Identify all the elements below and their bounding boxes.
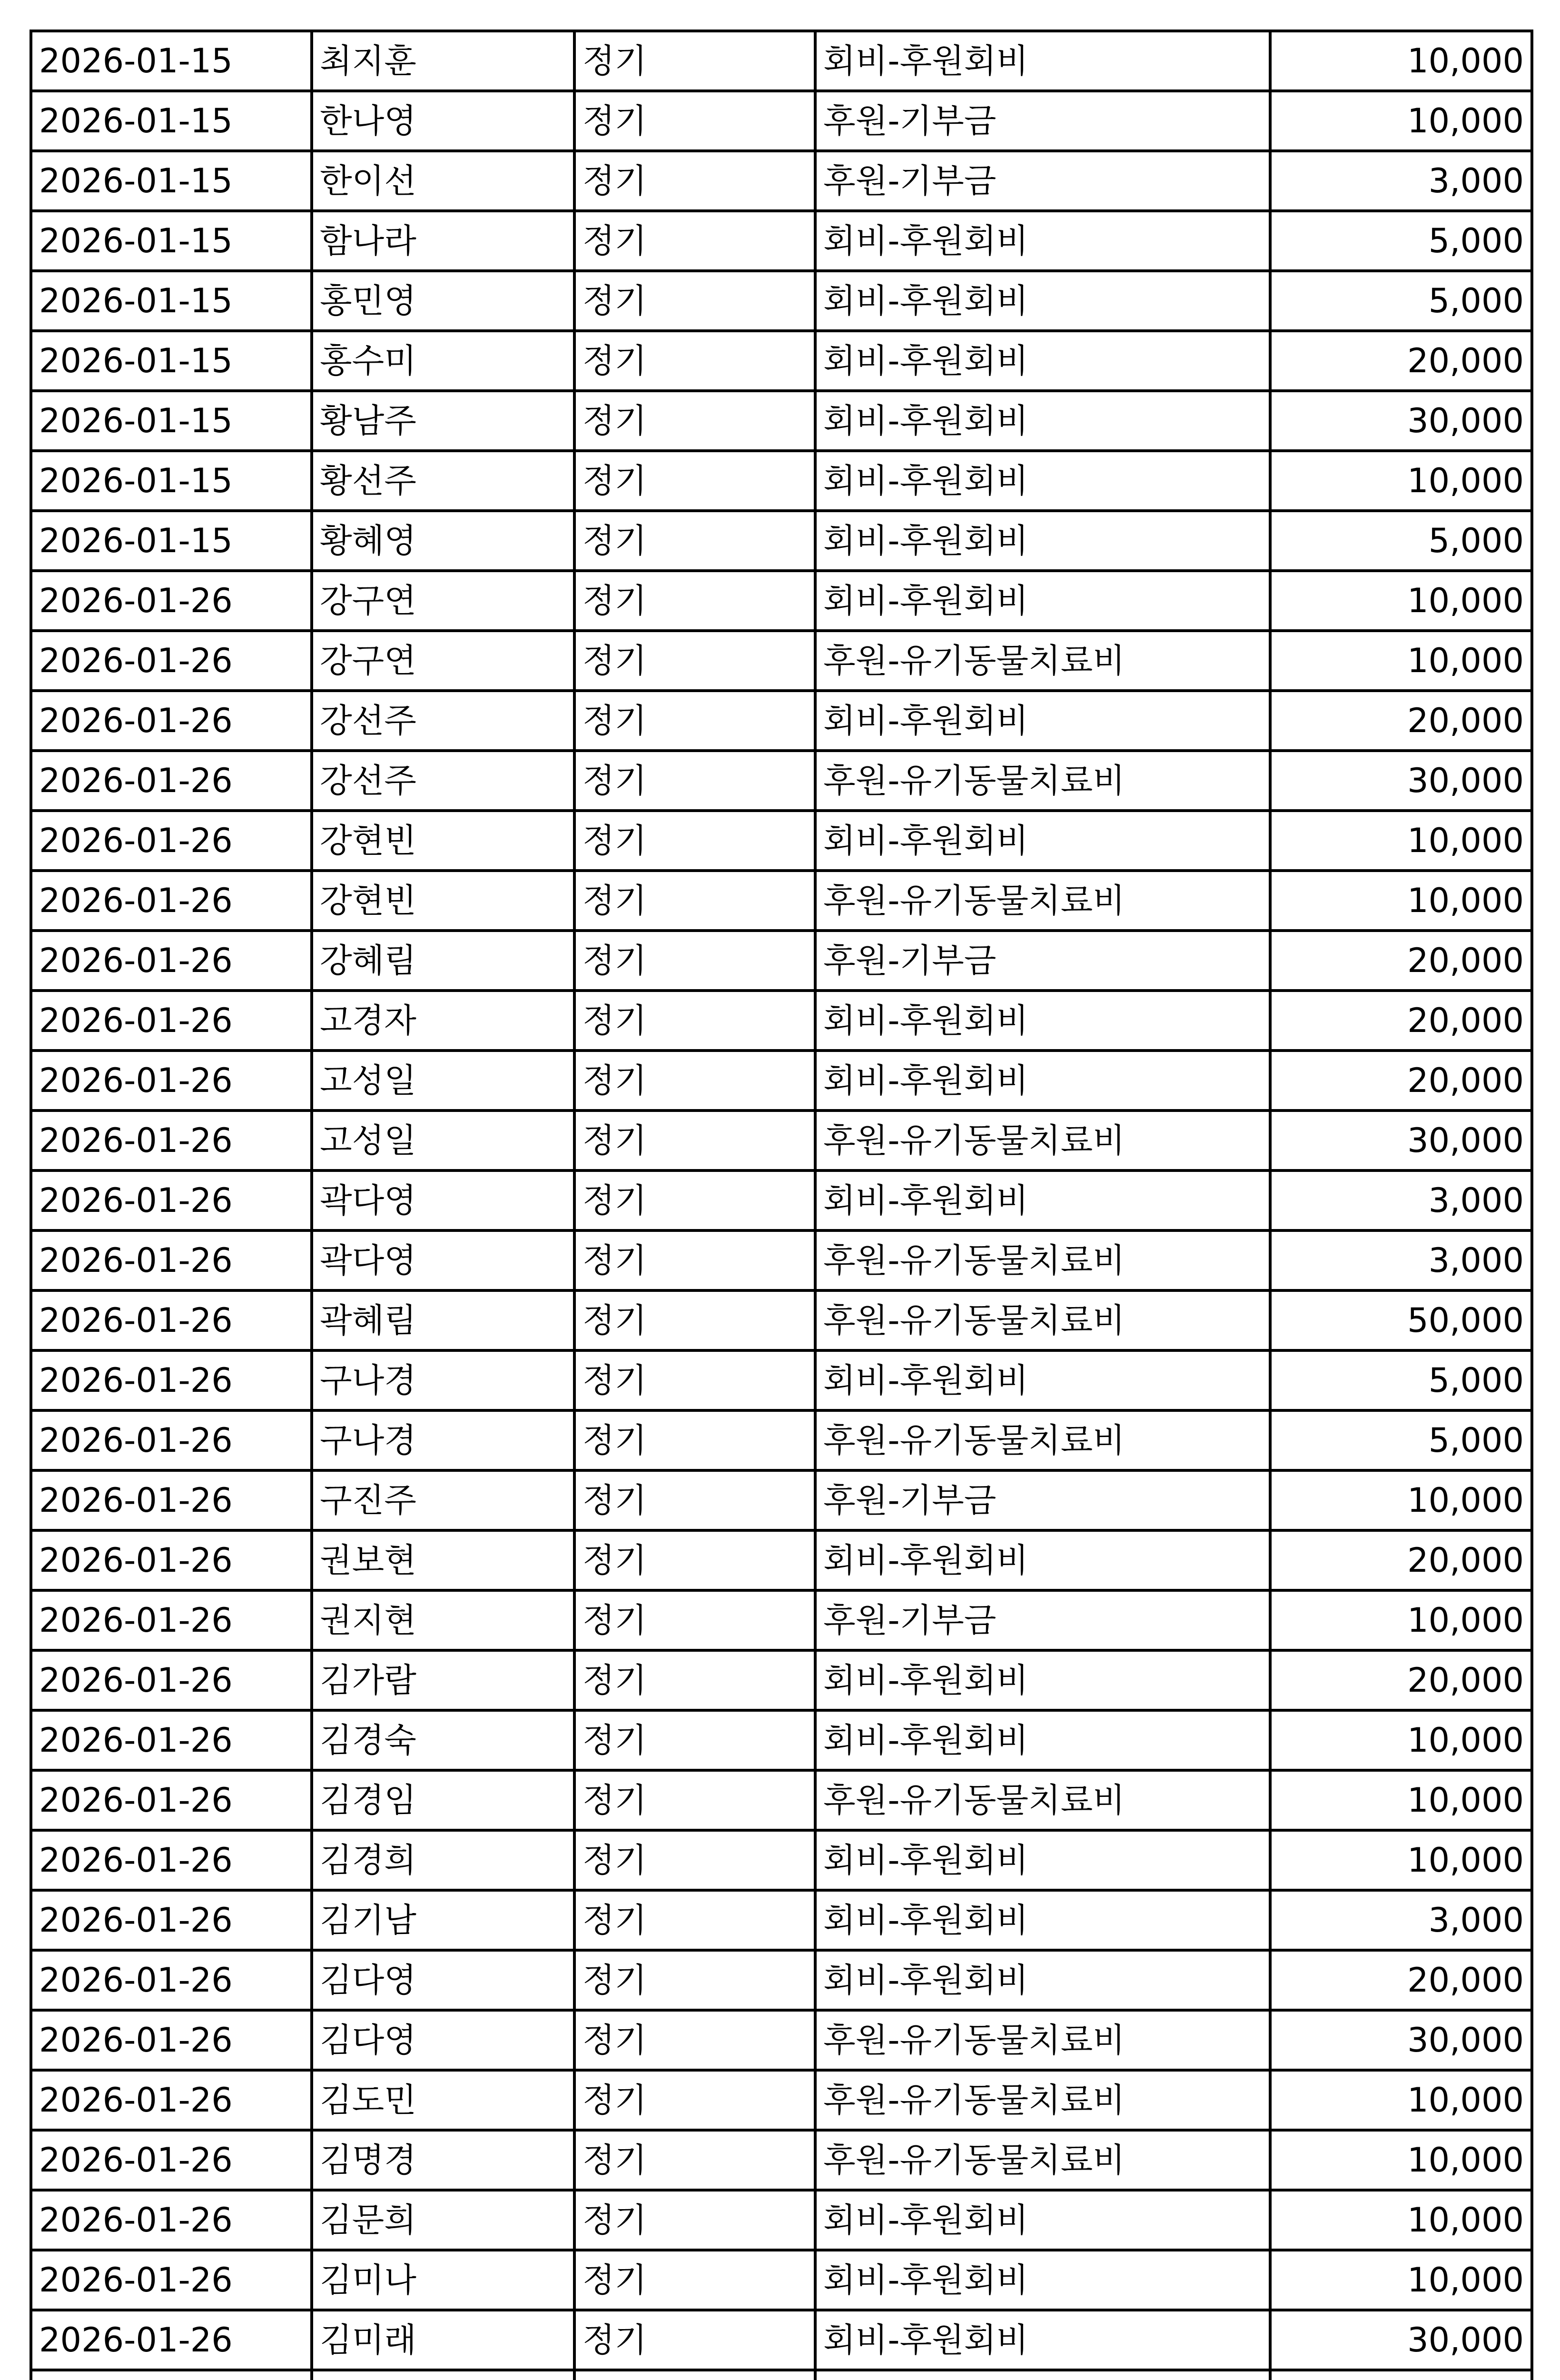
name-cell: 함나라 [312, 211, 574, 271]
amount-cell: 20,000 [1270, 931, 1532, 991]
date-cell: 2026-01-26 [31, 2190, 312, 2250]
category-cell: 후원-유기동물치료비 [815, 1770, 1270, 1830]
name-cell: 김경임 [312, 1770, 574, 1830]
type-cell: 정기 [574, 1950, 815, 2010]
name-cell: 김경희 [312, 1830, 574, 1890]
name-cell: 최지훈 [312, 31, 574, 91]
date-cell: 2026-01-26 [31, 1290, 312, 1350]
date-cell: 2026-01-26 [31, 1650, 312, 1710]
type-cell: 정기 [574, 451, 815, 511]
table-row [31, 1350, 1532, 1410]
amount-cell: 10,000 [1270, 1710, 1532, 1770]
date-cell: 2026-01-15 [31, 91, 312, 151]
name-cell [312, 2370, 574, 2380]
date-cell: 2026-01-26 [31, 811, 312, 871]
amount-cell: 30,000 [1270, 751, 1532, 811]
amount-cell: 10,000 [1270, 1590, 1532, 1650]
date-cell: 2026-01-26 [31, 2130, 312, 2190]
amount-cell: 5,000 [1270, 211, 1532, 271]
date-cell: 2026-01-26 [31, 991, 312, 1051]
name-cell: 고성일 [312, 1111, 574, 1170]
amount-cell: 10,000 [1270, 1830, 1532, 1890]
name-cell: 한이선 [312, 151, 574, 211]
date-cell: 2026-01-26 [31, 1950, 312, 2010]
name-cell: 곽다영 [312, 1230, 574, 1290]
donation-ledger-table [30, 30, 1533, 2380]
date-cell: 2026-01-26 [31, 1830, 312, 1890]
amount-cell: 10,000 [1270, 2190, 1532, 2250]
type-cell: 정기 [574, 331, 815, 391]
name-cell: 강구연 [312, 571, 574, 631]
amount-cell: 20,000 [1270, 331, 1532, 391]
name-cell: 구나경 [312, 1350, 574, 1410]
date-cell: 2026-01-26 [31, 931, 312, 991]
name-cell: 강선주 [312, 751, 574, 811]
amount-cell: 20,000 [1270, 1650, 1532, 1710]
amount-cell: 10,000 [1270, 631, 1532, 691]
amount-cell: 10,000 [1270, 571, 1532, 631]
table-row [31, 2190, 1532, 2250]
category-cell: 회비-후원회비 [815, 2190, 1270, 2250]
category-cell: 후원-유기동물치료비 [815, 1230, 1270, 1290]
name-cell: 구진주 [312, 1470, 574, 1530]
amount-cell: 10,000 [1270, 811, 1532, 871]
date-cell: 2026-01-15 [31, 151, 312, 211]
table-row [31, 1950, 1532, 2010]
date-cell: 2026-01-26 [31, 1770, 312, 1830]
type-cell: 정기 [574, 1470, 815, 1530]
type-cell: 정기 [574, 1770, 815, 1830]
type-cell: 정기 [574, 871, 815, 931]
amount-cell: 50,000 [1270, 1290, 1532, 1350]
amount-cell: 10,000 [1270, 871, 1532, 931]
table-row [31, 2010, 1532, 2070]
table-row [31, 1051, 1532, 1111]
table-row [31, 271, 1532, 331]
type-cell: 정기 [574, 2130, 815, 2190]
amount-cell: 20,000 [1270, 1051, 1532, 1111]
category-cell: 회비-후원회비 [815, 571, 1270, 631]
amount-cell: 30,000 [1270, 391, 1532, 451]
category-cell: 회비-후원회비 [815, 271, 1270, 331]
type-cell: 정기 [574, 1170, 815, 1230]
name-cell: 곽혜림 [312, 1290, 574, 1350]
table-row [31, 151, 1532, 211]
table-row [31, 2070, 1532, 2130]
name-cell: 김기남 [312, 1890, 574, 1950]
type-cell: 정기 [574, 1051, 815, 1111]
table-row [31, 511, 1532, 571]
type-cell: 정기 [574, 31, 815, 91]
category-cell: 후원-유기동물치료비 [815, 2010, 1270, 2070]
date-cell: 2026-01-26 [31, 2250, 312, 2310]
category-cell: 회비-후원회비 [815, 991, 1270, 1051]
type-cell: 정기 [574, 2310, 815, 2370]
amount-cell: 3,000 [1270, 151, 1532, 211]
amount-cell: 20,000 [1270, 991, 1532, 1051]
category-cell: 회비-후원회비 [815, 391, 1270, 451]
amount-cell: 10,000 [1270, 2130, 1532, 2190]
type-cell: 정기 [574, 1230, 815, 1290]
category-cell: 후원-기부금 [815, 931, 1270, 991]
type-cell: 정기 [574, 1830, 815, 1890]
amount-cell: 10,000 [1270, 1470, 1532, 1530]
date-cell: 2026-01-26 [31, 1890, 312, 1950]
name-cell: 고성일 [312, 1051, 574, 1111]
type-cell: 정기 [574, 511, 815, 571]
date-cell: 2026-01-26 [31, 1410, 312, 1470]
category-cell [815, 2370, 1270, 2380]
type-cell: 정기 [574, 1410, 815, 1470]
table-row [31, 1290, 1532, 1350]
type-cell: 정기 [574, 631, 815, 691]
category-cell: 후원-기부금 [815, 1470, 1270, 1530]
table-row [31, 31, 1532, 91]
amount-cell: 5,000 [1270, 1410, 1532, 1470]
name-cell: 김명경 [312, 2130, 574, 2190]
type-cell: 정기 [574, 1111, 815, 1170]
table-row [31, 1410, 1532, 1470]
category-cell: 후원-유기동물치료비 [815, 871, 1270, 931]
amount-cell: 10,000 [1270, 2250, 1532, 2310]
table-row [31, 91, 1532, 151]
category-cell: 회비-후원회비 [815, 1890, 1270, 1950]
amount-cell [1270, 2370, 1532, 2380]
date-cell: 2026-01-15 [31, 271, 312, 331]
name-cell: 강현빈 [312, 811, 574, 871]
name-cell: 김미래 [312, 2310, 574, 2370]
date-cell: 2026-01-26 [31, 1470, 312, 1530]
date-cell: 2026-01-15 [31, 211, 312, 271]
type-cell: 정기 [574, 2190, 815, 2250]
table-row [31, 1830, 1532, 1890]
name-cell: 김가람 [312, 1650, 574, 1710]
table-row [31, 691, 1532, 751]
date-cell: 2026-01-26 [31, 1590, 312, 1650]
category-cell: 후원-유기동물치료비 [815, 1290, 1270, 1350]
table-row [31, 1111, 1532, 1170]
category-cell: 후원-유기동물치료비 [815, 631, 1270, 691]
table-row [31, 2310, 1532, 2370]
category-cell: 후원-유기동물치료비 [815, 1111, 1270, 1170]
category-cell: 후원-기부금 [815, 151, 1270, 211]
amount-cell: 5,000 [1270, 511, 1532, 571]
name-cell: 황혜영 [312, 511, 574, 571]
table-row [31, 931, 1532, 991]
date-cell: 2026-01-26 [31, 1170, 312, 1230]
category-cell: 회비-후원회비 [815, 1710, 1270, 1770]
name-cell: 권지현 [312, 1590, 574, 1650]
category-cell: 회비-후원회비 [815, 1051, 1270, 1111]
category-cell: 후원-유기동물치료비 [815, 2130, 1270, 2190]
table-row [31, 1170, 1532, 1230]
amount-cell: 30,000 [1270, 2310, 1532, 2370]
type-cell: 정기 [574, 931, 815, 991]
type-cell: 정기 [574, 571, 815, 631]
category-cell: 회비-후원회비 [815, 691, 1270, 751]
date-cell: 2026-01-26 [31, 1111, 312, 1170]
name-cell: 김도민 [312, 2070, 574, 2130]
name-cell: 김경숙 [312, 1710, 574, 1770]
type-cell: 정기 [574, 91, 815, 151]
date-cell: 2026-01-15 [31, 511, 312, 571]
type-cell: 정기 [574, 751, 815, 811]
table-row [31, 991, 1532, 1051]
table-row [31, 631, 1532, 691]
type-cell: 정기 [574, 1650, 815, 1710]
table-row [31, 1590, 1532, 1650]
name-cell: 황남주 [312, 391, 574, 451]
type-cell: 정기 [574, 811, 815, 871]
type-cell: 정기 [574, 2250, 815, 2310]
table-row [31, 571, 1532, 631]
name-cell: 한나영 [312, 91, 574, 151]
type-cell: 정기 [574, 2010, 815, 2070]
category-cell: 회비-후원회비 [815, 2250, 1270, 2310]
amount-cell: 3,000 [1270, 1170, 1532, 1230]
type-cell: 정기 [574, 211, 815, 271]
table-row [31, 1710, 1532, 1770]
type-cell: 정기 [574, 1290, 815, 1350]
date-cell: 2026-01-15 [31, 331, 312, 391]
category-cell: 회비-후원회비 [815, 1530, 1270, 1590]
amount-cell: 10,000 [1270, 31, 1532, 91]
table-row [31, 1890, 1532, 1950]
table-row [31, 211, 1532, 271]
table-row [31, 1530, 1532, 1590]
name-cell: 권보현 [312, 1530, 574, 1590]
table-row [31, 391, 1532, 451]
date-cell: 2026-01-26 [31, 571, 312, 631]
category-cell: 후원-유기동물치료비 [815, 1410, 1270, 1470]
type-cell: 정기 [574, 991, 815, 1051]
type-cell: 정기 [574, 1890, 815, 1950]
date-cell: 2026-01-26 [31, 1530, 312, 1590]
table-row [31, 451, 1532, 511]
date-cell: 2026-01-26 [31, 1051, 312, 1111]
type-cell: 정기 [574, 271, 815, 331]
table-row [31, 1650, 1532, 1710]
category-cell: 회비-후원회비 [815, 1170, 1270, 1230]
date-cell: 2026-01-26 [31, 2070, 312, 2130]
type-cell: 정기 [574, 1350, 815, 1410]
table-row [31, 331, 1532, 391]
type-cell: 정기 [574, 1590, 815, 1650]
amount-cell: 20,000 [1270, 1950, 1532, 2010]
amount-cell: 30,000 [1270, 2010, 1532, 2070]
name-cell: 김다영 [312, 1950, 574, 2010]
date-cell: 2026-01-26 [31, 1350, 312, 1410]
amount-cell: 5,000 [1270, 1350, 1532, 1410]
category-cell: 회비-후원회비 [815, 811, 1270, 871]
date-cell: 2026-01-15 [31, 451, 312, 511]
date-cell: 2026-01-26 [31, 1230, 312, 1290]
table-row [31, 2130, 1532, 2190]
name-cell: 고경자 [312, 991, 574, 1051]
name-cell: 강혜림 [312, 931, 574, 991]
amount-cell: 20,000 [1270, 1530, 1532, 1590]
date-cell: 2026-01-26 [31, 751, 312, 811]
category-cell: 회비-후원회비 [815, 331, 1270, 391]
table-row [31, 2250, 1532, 2310]
name-cell: 홍민영 [312, 271, 574, 331]
amount-cell: 20,000 [1270, 691, 1532, 751]
date-cell: 2026-01-26 [31, 1710, 312, 1770]
amount-cell: 10,000 [1270, 2070, 1532, 2130]
table-row [31, 2370, 1532, 2380]
amount-cell: 30,000 [1270, 1111, 1532, 1170]
amount-cell: 3,000 [1270, 1230, 1532, 1290]
category-cell: 회비-후원회비 [815, 31, 1270, 91]
name-cell: 강구연 [312, 631, 574, 691]
category-cell: 회비-후원회비 [815, 1950, 1270, 2010]
table-row [31, 871, 1532, 931]
table-row [31, 1470, 1532, 1530]
type-cell [574, 2370, 815, 2380]
amount-cell: 10,000 [1270, 91, 1532, 151]
name-cell: 김미나 [312, 2250, 574, 2310]
table-row [31, 751, 1532, 811]
ledger-body [31, 31, 1532, 2380]
amount-cell: 10,000 [1270, 451, 1532, 511]
name-cell: 김문희 [312, 2190, 574, 2250]
category-cell: 회비-후원회비 [815, 211, 1270, 271]
amount-cell: 10,000 [1270, 1770, 1532, 1830]
category-cell: 회비-후원회비 [815, 511, 1270, 571]
table-row [31, 1770, 1532, 1830]
category-cell: 회비-후원회비 [815, 2310, 1270, 2370]
type-cell: 정기 [574, 391, 815, 451]
type-cell: 정기 [574, 1710, 815, 1770]
type-cell: 정기 [574, 691, 815, 751]
date-cell: 2026-01-26 [31, 691, 312, 751]
table-row [31, 811, 1532, 871]
category-cell: 후원-기부금 [815, 91, 1270, 151]
type-cell: 정기 [574, 1530, 815, 1590]
date-cell: 2026-01-26 [31, 2010, 312, 2070]
category-cell: 회비-후원회비 [815, 1350, 1270, 1410]
category-cell: 회비-후원회비 [815, 1830, 1270, 1890]
name-cell: 구나경 [312, 1410, 574, 1470]
table-row [31, 1230, 1532, 1290]
name-cell: 강선주 [312, 691, 574, 751]
date-cell: 2026-01-26 [31, 631, 312, 691]
type-cell: 정기 [574, 151, 815, 211]
category-cell: 후원-유기동물치료비 [815, 751, 1270, 811]
category-cell: 후원-유기동물치료비 [815, 2070, 1270, 2130]
date-cell: 2026-01-26 [31, 871, 312, 931]
category-cell: 회비-후원회비 [815, 1650, 1270, 1710]
date-cell: 2026-01-15 [31, 391, 312, 451]
type-cell: 정기 [574, 2070, 815, 2130]
name-cell: 곽다영 [312, 1170, 574, 1230]
name-cell: 황선주 [312, 451, 574, 511]
name-cell: 홍수미 [312, 331, 574, 391]
date-cell: 2026-01-15 [31, 31, 312, 91]
amount-cell: 3,000 [1270, 1890, 1532, 1950]
name-cell: 김다영 [312, 2010, 574, 2070]
name-cell: 강현빈 [312, 871, 574, 931]
date-cell [31, 2370, 312, 2380]
category-cell: 회비-후원회비 [815, 451, 1270, 511]
amount-cell: 5,000 [1270, 271, 1532, 331]
category-cell: 후원-기부금 [815, 1590, 1270, 1650]
date-cell: 2026-01-26 [31, 2310, 312, 2370]
